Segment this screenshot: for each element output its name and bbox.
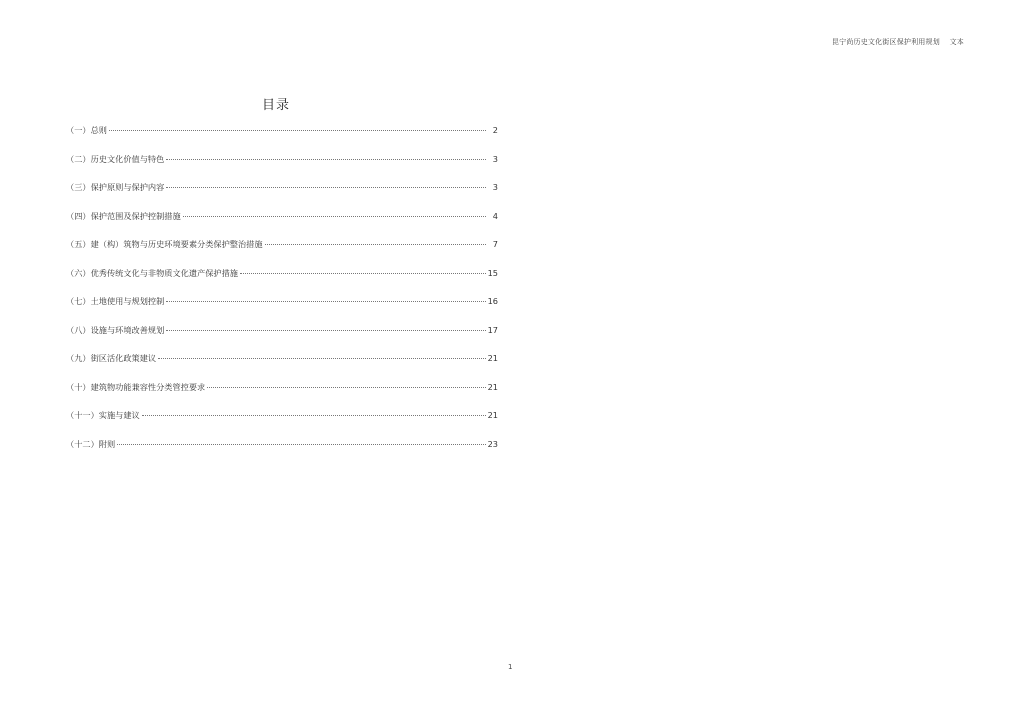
toc-entry-page: 21 xyxy=(487,381,498,392)
toc-entry-page: 21 xyxy=(487,410,498,420)
toc-entry-page: 21 xyxy=(487,353,498,363)
toc-dot-leader xyxy=(166,330,485,331)
toc-entry-page: 3 xyxy=(492,153,498,164)
toc-dot-leader xyxy=(117,444,485,445)
toc-entry-label: （三）保护原则与保护内容 xyxy=(66,182,165,192)
toc-entry-page: 7 xyxy=(492,239,498,249)
toc-entry-page: 23 xyxy=(487,438,498,449)
toc-entry-7[interactable] xyxy=(66,296,498,325)
toc-entry-2[interactable] xyxy=(66,154,498,183)
table-of-contents xyxy=(66,125,498,467)
document-header: 昆宁尚历史文化街区保护利用规划 文本 xyxy=(831,38,964,46)
toc-dot-leader xyxy=(166,187,486,188)
toc-entry-page: 15 xyxy=(487,267,498,278)
toc-entry-label: （十）建筑物功能兼容性分类管控要求 xyxy=(66,381,206,392)
toc-dot-leader xyxy=(166,159,486,160)
toc-entry-3[interactable] xyxy=(66,182,498,211)
toc-dot-leader xyxy=(142,415,486,416)
toc-entry-1[interactable] xyxy=(66,125,498,154)
toc-entry-page: 16 xyxy=(487,296,498,306)
toc-entry-label: （十一）实施与建议 xyxy=(66,410,140,420)
toc-entry-5[interactable] xyxy=(66,239,498,268)
toc-entry-label: （七）土地使用与规划控制 xyxy=(66,296,165,306)
toc-entry-4[interactable] xyxy=(66,211,498,240)
toc-dot-leader xyxy=(166,301,485,302)
toc-dot-leader xyxy=(265,244,486,245)
toc-entry-label: （五）建（构）筑物与历史环境要素分类保护整治措施 xyxy=(66,239,263,249)
toc-entry-label: （六）优秀传统文化与非物质文化遗产保护措施 xyxy=(66,267,238,278)
toc-dot-leader xyxy=(158,358,486,359)
toc-entry-label: （二）历史文化价值与特色 xyxy=(66,153,165,164)
toc-entry-11[interactable] xyxy=(66,410,498,439)
toc-entry-label: （四）保护范围及保护控制措施 xyxy=(66,210,181,221)
toc-entry-page: 3 xyxy=(492,182,498,192)
toc-dot-leader xyxy=(240,273,486,274)
toc-entry-label: （八）设施与环境改善规划 xyxy=(66,324,165,335)
toc-entry-12[interactable] xyxy=(66,439,498,468)
page-number: 1 xyxy=(508,663,513,671)
toc-entry-page: 17 xyxy=(487,324,498,335)
toc-entry-8[interactable] xyxy=(66,325,498,354)
toc-entry-page: 4 xyxy=(492,210,498,221)
toc-entry-label: （十二）附则 xyxy=(66,438,116,449)
toc-entry-label: （九）街区活化政策建议 xyxy=(66,353,157,363)
toc-dot-leader xyxy=(109,130,486,131)
toc-entry-10[interactable] xyxy=(66,382,498,411)
toc-entry-6[interactable] xyxy=(66,268,498,297)
toc-title: 目录 xyxy=(262,98,291,113)
toc-entry-9[interactable] xyxy=(66,353,498,382)
toc-dot-leader xyxy=(207,387,485,388)
toc-entry-label: （一）总则 xyxy=(66,125,107,135)
toc-entry-page: 2 xyxy=(492,125,498,135)
toc-dot-leader xyxy=(183,216,486,217)
